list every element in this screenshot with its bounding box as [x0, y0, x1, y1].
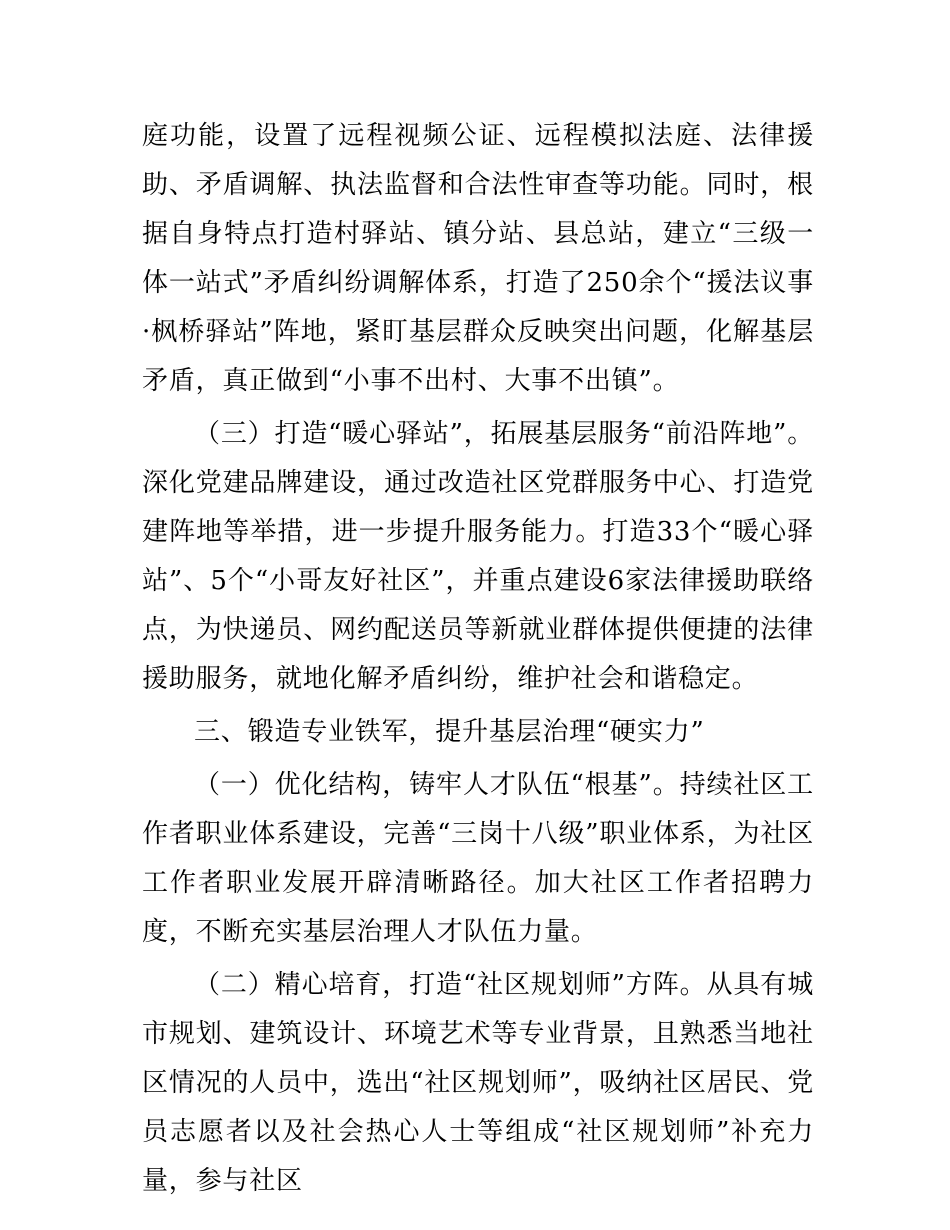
paragraph-community-planners: （二）精心培育，打造“社区规划师”方阵。从具有城市规划、建筑设计、环境艺术等专业背景，且熟悉当地社区情况的人员中，选出“社区规划师”，吸纳社区居民、党员志愿者以及社会热心人士等组成“社区规划师”补充力量，参与社区: [142, 970, 814, 1196]
paragraph-warm-heart-stations: （三）打造“暖心驿站”，拓展基层服务“前沿阵地”。深化党建品牌建设，通过改造社区党群服务中心、打造党建阵地等举措，进一步提升服务能力。打造33个“暖心驿站”、5个“小哥友好社区”，并重点建设6家法律援助联络点，为快递员、网约配送员等新就业群体提供便捷的法律援助服务，就地化解矛盾纠纷，维护社会和谐稳定。: [142, 419, 814, 694]
section-heading-professional-team: 三、锻造专业铁军，提升基层治理“硬实力”: [194, 717, 705, 747]
document-body: [142, 112, 814, 1210]
paragraph-legal-services-continuation: 庭功能，设置了远程视频公证、远程模拟法庭、法律援助、矛盾调解、执法监督和合法性审查等功能。同时，根据自身特点打造村驿站、镇分站、县总站，建立“三级一体一站式”矛盾纠纷调解体系，打造了250余个“援法议事·枫桥驿站”阵地，紧盯基层群众反映突出问题，化解基层矛盾，真正做到“小事不出村、大事不出镇”。: [142, 121, 814, 396]
paragraph-optimize-structure: （一）优化结构，铸牢人才队伍“根基”。持续社区工作者职业体系建设，完善“三岗十八级”职业体系，为社区工作者职业发展开辟清晰路径。加大社区工作者招聘力度，不断充实基层治理人才队伍力量。: [142, 770, 814, 947]
